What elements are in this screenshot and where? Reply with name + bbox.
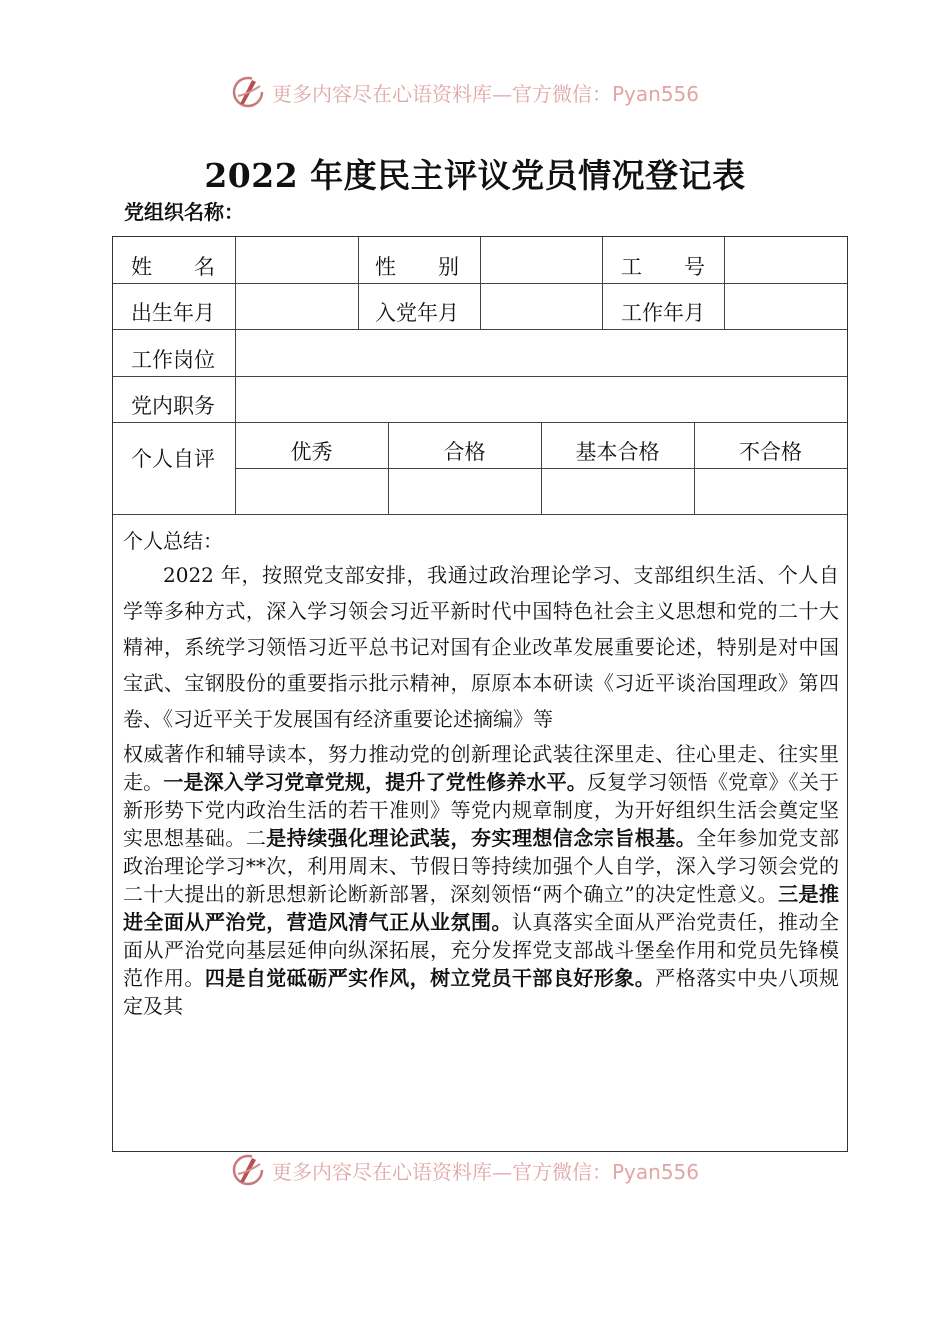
rating-basically-qualified: 基本合格 bbox=[575, 440, 660, 464]
watermark-text: 更多内容尽在心语资料库—官方微信：Pyan556 bbox=[272, 1159, 700, 1184]
employee-no-label: 工 号 bbox=[621, 255, 705, 279]
join-party-field[interactable] bbox=[481, 284, 601, 328]
name-label: 姓 名 bbox=[131, 255, 215, 279]
post-label: 工作岗位 bbox=[131, 348, 215, 372]
join-party-label: 入党年月 bbox=[375, 301, 459, 325]
summary-segment: 反复学习领悟《党章》《关于新形势下党内政治生活的若干准则》等党内规章制度，为开好组织生活会奠定坚实思想基础。二 bbox=[123, 770, 840, 850]
page-title: 2022 年度民主评议党员情况登记表 bbox=[204, 156, 746, 195]
work-start-field[interactable] bbox=[725, 284, 845, 328]
rating-unqualified: 不合格 bbox=[739, 440, 802, 464]
party-position-label: 党内职务 bbox=[131, 394, 215, 418]
rating-unqualified-checkbox[interactable] bbox=[695, 469, 846, 513]
watermark-footer bbox=[230, 1152, 699, 1188]
self-eval-label: 个人自评 bbox=[131, 447, 215, 471]
quill-logo-icon bbox=[230, 1152, 266, 1188]
summary-label: 个人总结： bbox=[123, 529, 223, 553]
watermark-text: 更多内容尽在心语资料库—官方微信：Pyan556 bbox=[272, 81, 700, 106]
summary-highlight: 一是深入学习党章党规，提升了党性修养水平。 bbox=[163, 770, 587, 794]
org-name-label: 党组织名称： bbox=[124, 200, 244, 224]
watermark-header bbox=[230, 74, 699, 110]
name-field[interactable] bbox=[236, 238, 357, 282]
rating-excellent: 优秀 bbox=[290, 440, 333, 464]
work-start-label: 工作年月 bbox=[621, 301, 705, 325]
summary-segment: 严格落实中央八项规定及其 bbox=[123, 966, 840, 1018]
summary-segment: 认真落实全面从严治党责任，推动全面从严治党向基层延伸向纵深拓展，充分发挥党支部战斗堡垒作用和党员先锋模范作用。 bbox=[123, 910, 840, 990]
rating-basically-qualified-checkbox[interactable] bbox=[542, 469, 693, 513]
rating-excellent-checkbox[interactable] bbox=[236, 469, 387, 513]
gender-label: 性 别 bbox=[375, 255, 459, 279]
rating-qualified-checkbox[interactable] bbox=[389, 469, 540, 513]
employee-no-field[interactable] bbox=[725, 238, 845, 282]
birth-field[interactable] bbox=[236, 284, 357, 328]
summary-highlight: 四是自觉砥砺严实作风，树立党员干部良好形象。 bbox=[204, 966, 656, 990]
summary-segment: 全年参加党支部政治理论学习**次，利用周末、节假日等持续加强个人自学，深入学习领会党的二十大提出的新思想新论断新部署，深刻领悟“两个确立”的决定性意义。 bbox=[123, 826, 840, 906]
party-position-field[interactable] bbox=[236, 377, 846, 421]
post-field[interactable] bbox=[236, 330, 846, 375]
rating-qualified: 合格 bbox=[443, 440, 486, 464]
gender-field[interactable] bbox=[481, 238, 601, 282]
summary-highlight: 是持续强化理论武装，夯实理想信念宗旨根基。 bbox=[266, 826, 697, 850]
birth-label: 出生年月 bbox=[131, 301, 215, 325]
summary-segment: 权威著作和辅导读本，努力推动党的创新理论武装往深里走、往心里走、往实里走。 bbox=[123, 742, 839, 794]
summary-paragraph-2 bbox=[123, 740, 839, 1020]
summary-paragraph-1: 2022 年，按照党支部安排，我通过政治理论学习、支部组织生活、个人自学等多种方式，深入学习领会习近平新时代中国特色社会主义思想和党的二十大精神，系统学习领悟习近平总书记对国有企业改革发展重要论述，特别是对中国宝武、宝钢股份的重要指示批示精神，原原本本研读《习近平谈治国理政》第四卷、《习近平关于发展国有经济重要论述摘编》等 bbox=[123, 563, 839, 731]
registration-form bbox=[112, 236, 848, 1152]
summary-highlight: 三是推进全面从严治党，营造风清气正从业氛围。 bbox=[123, 882, 839, 934]
quill-logo-icon bbox=[230, 74, 266, 110]
